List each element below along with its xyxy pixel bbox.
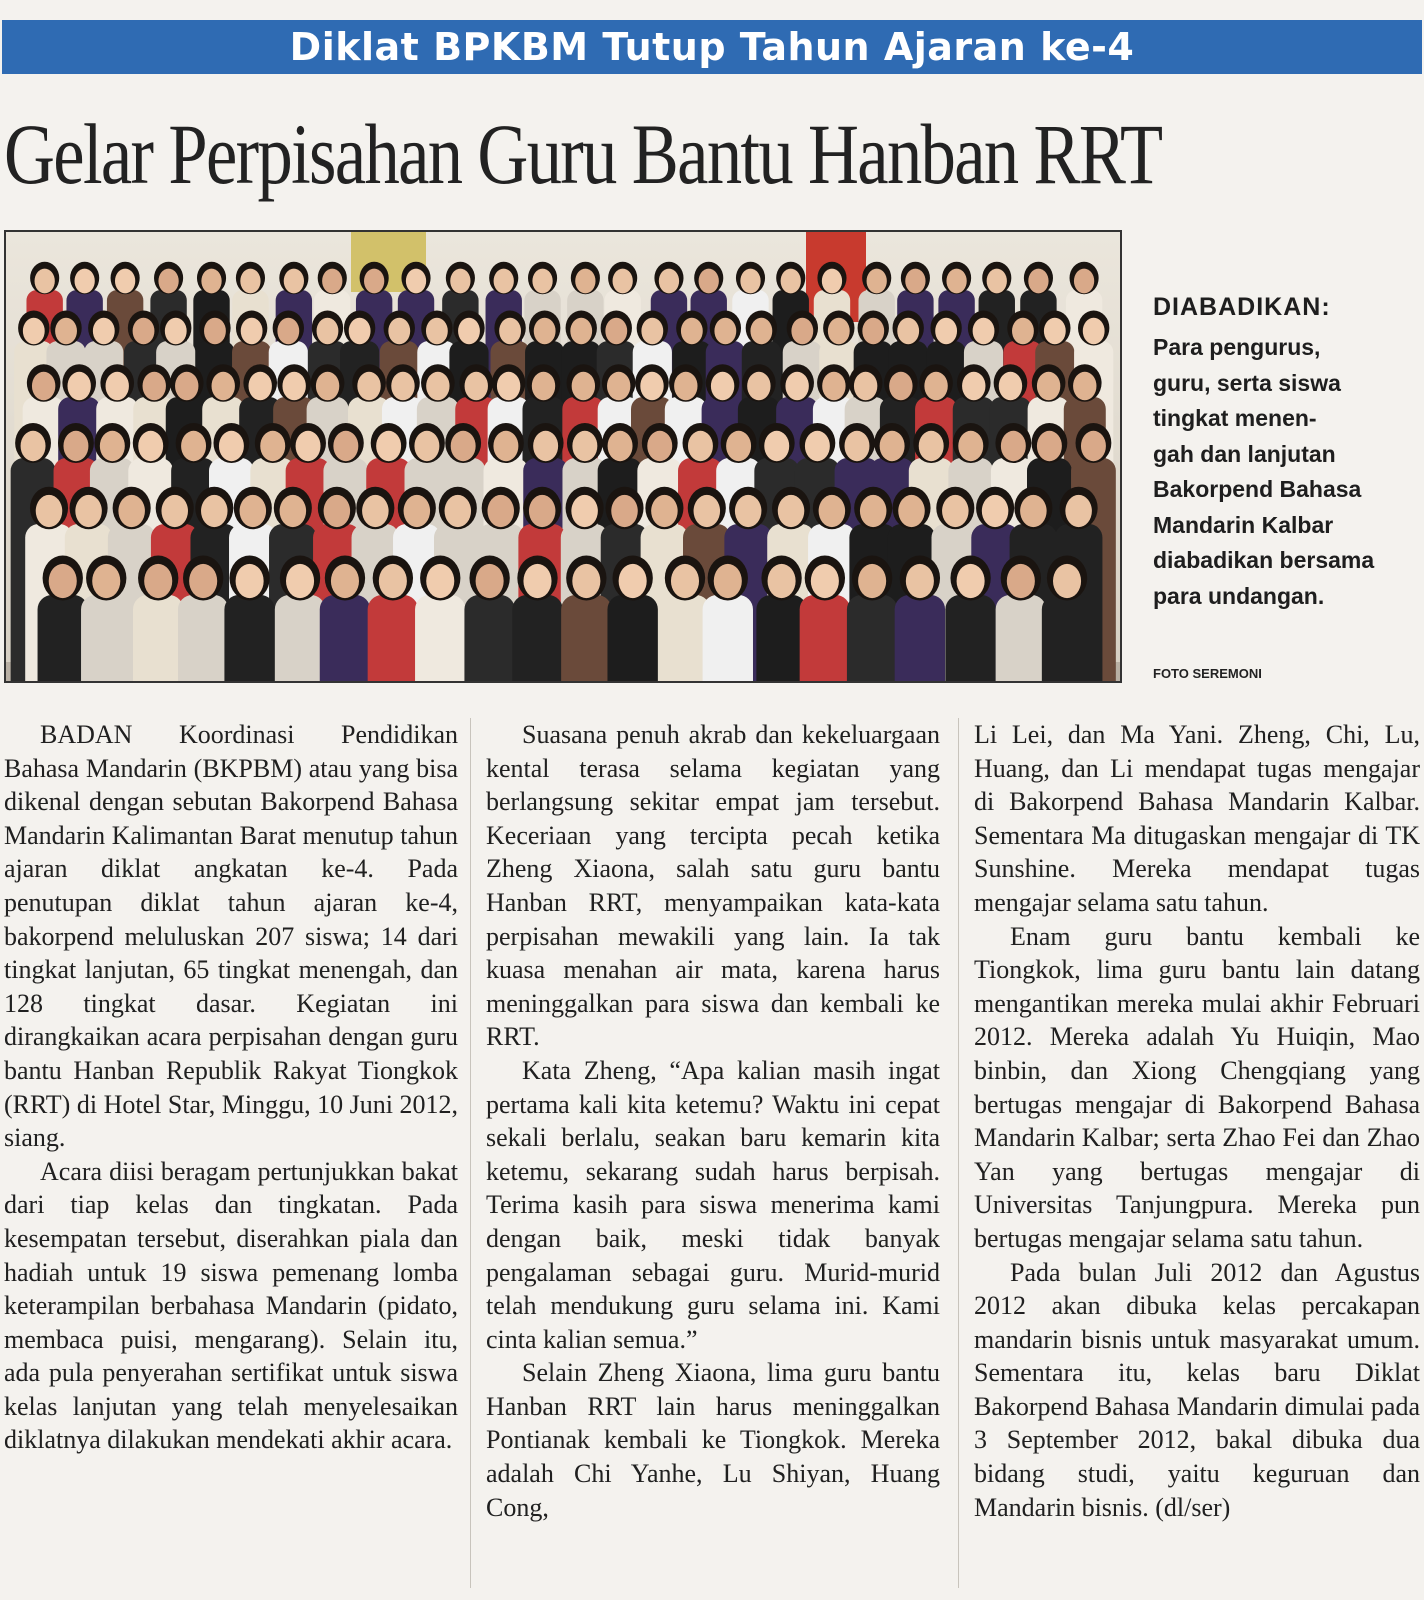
person-face [21,431,46,461]
caption-line: diabadikan bersama [1153,547,1375,573]
caption-line: guru, serta siswa [1153,369,1341,396]
person-face [962,372,985,401]
person-face [426,372,449,401]
person-face [714,564,742,598]
person-face [822,372,845,401]
person-face [858,564,886,598]
person-face [55,318,77,345]
person-face [404,495,431,527]
person-face [118,495,145,527]
person-body [945,595,995,681]
person-face [280,495,307,527]
person-face [316,372,339,401]
person-face [165,318,187,345]
person-face [611,495,638,527]
person-body [756,595,806,681]
person-face [189,564,217,598]
group-photo-icon [6,232,1120,681]
person-body [895,595,945,681]
person-face [1074,269,1094,294]
person-body [464,595,514,681]
person-face [607,372,630,401]
person-face [201,495,228,527]
person-face [822,269,842,294]
person-face [284,269,304,294]
person-body [178,595,228,681]
person-face [919,431,944,461]
article-paragraph: Acara diisi beragam pertunjukkan bakat dari tiap kelas dan tingkatan. Pada kesempatan tersebut, diserahkan piala dan hadiah untuk 19 siswa pemenang lomba keterampilan berbahasa Mandarin (pidato, membaca puisi, mengarang). Selain itu, ada pula penyerahan sertifikat untuk siswa kelas lanjutan yang telah menyelesaikan diklatnya dilakukan mendekati akhir acara. [4,1156,458,1455]
person-face [67,372,90,401]
person-face [764,431,789,461]
person-face [897,318,919,345]
person-face [714,318,736,345]
person-face [982,495,1009,527]
person-face [63,431,88,461]
person-face [115,269,135,294]
person-face [906,564,934,598]
person-face [212,372,235,401]
person-face [608,431,633,461]
person-face [175,372,198,401]
person-face [942,495,969,527]
person-face [570,318,592,345]
article-paragraph: Suasana penuh akrab dan kekeluargaan kental terasa selama kegiatan yang berlangsung sekitar empat jam tersebut. Keceriaan yang tercipta pecah ketika Zheng Xiaona, salah satu guru bantu Hanban RRT, menyampaikan kata-kata perpisahan mewakili yang lain. Ia tak kuasa menahan air mata, karena harus meninggalkan para siswa dan kembali ke RRT. [486,720,940,1052]
person-face [144,564,172,598]
person-face [322,269,342,294]
person-face [898,495,925,527]
person-face [240,495,267,527]
person-face [640,372,663,401]
person-face [465,372,488,401]
person-face [499,318,521,345]
person-face [572,564,600,598]
person-face [532,372,555,401]
person-face [161,495,188,527]
person-body [800,595,850,681]
person-face [860,495,887,527]
column-divider [470,718,471,1588]
person-body [703,595,753,681]
person-face [1053,564,1081,598]
person-face [476,564,504,598]
person-face [999,372,1022,401]
person-face [699,269,719,294]
person-face [93,318,115,345]
article-paragraph: Selain Zheng Xiaona, lima guru bantu Hanban RRT lain harus meninggalkan Pontianak kembali ke Tiongkok. Mereka adalah Chi Yanhe, Lu Shiyan, Huang Cong, [486,1358,940,1522]
person-face [493,431,518,461]
person-face [388,318,410,345]
person-face [575,269,595,294]
person-face [75,495,102,527]
person-face [204,318,226,345]
person-face [75,269,95,294]
person-face [236,564,264,598]
article-paragraph: BADAN Koordinasi Pendidikan Bahasa Mandarin (BKPBM) atau yang bisa dikenal dengan sebutan Bakorpend Bahasa Mandarin Kalimantan Barat menutup tahun ajaran diklat angkatan ke-4. Pada penutupan diklat tahun ajaran ke-4, bakorpend meluluskan 207 siswa; 14 dari tingkat lanjutan, 65 tingkat menengah, dan 128 tingkat dasar. Kegiatan ini dirangkaikan acara perpisahan dengan guru bantu Hanban Republik Rakyat Tiongkok (RRT) di Hotel Star, Minggu, 10 Juni 2012, siang. [4,720,458,1153]
person-face [811,564,839,598]
person-face [333,431,358,461]
person-face [532,269,552,294]
person-face [296,431,321,461]
article-headline: Gelar Perpisahan Guru Bantu Hanban RRT [4,106,1162,202]
person-face [36,495,63,527]
person-face [406,269,426,294]
person-body [561,595,611,681]
person-body [415,595,465,681]
person-face [362,495,389,527]
person-face [487,495,514,527]
person-face [828,318,850,345]
article-paragraph: Pada bulan Juli 2012 dan Agustus 2012 akan dibuka kelas percakapan mandarin bisnis untuk masyarakat umum. Sementara itu, kelas baru Diklat Bakorpend Bahasa Mandarin dimulai pada 3 September 2012, bakal dibuka dua bidang studi, yaitu keguruan dan Mandarin bisnis. (dl/ser) [974,1257,1420,1522]
person-face [458,318,480,345]
person-face [100,431,125,461]
person-face [681,318,703,345]
person-face [143,372,166,401]
person-face [889,372,912,401]
person-face [987,269,1007,294]
person-face [349,318,371,345]
article-column-1 [4,718,458,1598]
person-face [523,564,551,598]
person-face [357,372,380,401]
person-face [106,372,129,401]
person-face [494,269,514,294]
article-paragraph: Enam guru bantu kembali ke Tiongkok, lima guru bantu lain datang mengantikan mereka mulai akhir Februari 2012. Mereka adalah Yu Huiqin, Mao binbin, dan Xiong Chengqiang yang bertugas mengajar di Bakorpend Bahasa Mandarin Kalbar; serta Zhao Fei dan Zhao Yan yang bertugas mengajar di Universitas Tanjungpura. Mereka pun bertugas mengajar selama satu tahun. [974,921,1420,1253]
person-face [845,431,870,461]
caption-line: gah dan lanjutan [1153,440,1336,467]
person-face [426,318,448,345]
person-face [49,564,77,598]
person-face [324,495,351,527]
photo-caption [1153,290,1419,614]
person-face [647,431,672,461]
person-face [364,269,384,294]
person-face [1028,269,1048,294]
person-face [201,269,221,294]
person-face [935,318,957,345]
person-face [819,495,846,527]
person-face [1065,495,1092,527]
person-face [133,318,155,345]
caption-title: DIABADIKAN: [1153,293,1331,321]
person-face [414,431,439,461]
person-face [1007,564,1035,598]
person-face [671,564,699,598]
person-face [711,372,734,401]
person-face [791,318,813,345]
article-column-3 [974,718,1420,1598]
person-face [572,431,597,461]
person-face [641,318,663,345]
person-face [1044,318,1066,345]
person-face [785,372,808,401]
person-face [958,431,983,461]
person-face [867,269,887,294]
article-paragraph: Li Lei, dan Ma Yani. Zheng, Chi, Lu, Huang, dan Li mendapat tugas mengajar di Bakorpend Bahasa Mandarin Kalbar. Sementara Ma ditugaskan mengajar di TK Sunshine. Mereka mendapat tugas mengajar selama satu tahun. [974,720,1420,917]
person-face [1037,431,1062,461]
person-face [880,431,905,461]
person-face [158,269,178,294]
person-face [138,431,163,461]
person-face [497,372,520,401]
person-face [1037,372,1060,401]
person-face [249,372,272,401]
person-face [613,269,633,294]
caption-body [1153,330,1419,614]
person-face [651,495,678,527]
person-body [320,595,370,681]
person-face [747,372,770,401]
person-face [241,318,263,345]
person-face [376,431,401,461]
person-face [451,431,476,461]
person-face [286,564,314,598]
person-face [1083,318,1105,345]
person-face [735,495,762,527]
caption-line: para undangan. [1153,582,1325,609]
person-body [996,595,1046,681]
person-face [1081,431,1106,461]
person-face [426,564,454,598]
person-face [605,318,627,345]
article-kicker: Diklat BPKBM Tutup Tahun Ajaran ke-4 [2,20,1422,74]
person-body [133,595,183,681]
person-body [81,595,131,681]
person-face [854,372,877,401]
person-body [1042,595,1092,681]
person-face [778,495,805,527]
person-face [445,495,472,527]
person-face [260,431,285,461]
caption-line: Bakorpend Bahasa [1153,476,1362,502]
person-face [688,431,713,461]
person-face [750,318,772,345]
person-face [619,564,647,598]
person-face [277,318,299,345]
person-face [957,564,985,598]
person-face [694,495,721,527]
person-body [607,595,657,681]
person-face [1012,318,1034,345]
person-face [674,372,697,401]
person-face [726,431,751,461]
person-face [1073,372,1096,401]
person-body [38,595,88,681]
person-face [905,269,925,294]
person-face [1020,495,1047,527]
person-face [1001,431,1026,461]
person-face [391,372,414,401]
person-face [768,564,796,598]
caption-line: Mandarin Kalbar [1153,511,1334,538]
person-face [32,372,55,401]
caption-line: tingkat menen- [1153,405,1317,431]
person-face [92,564,120,598]
person-body [368,595,418,681]
person-face [282,372,305,401]
person-face [924,372,947,401]
person-face [331,564,359,598]
person-face [533,431,558,461]
person-face [862,318,884,345]
person-body [224,595,274,681]
person-face [181,431,206,461]
person-face [805,431,830,461]
photo-credit: FOTO SEREMONI [1153,666,1262,681]
person-face [534,318,556,345]
person-face [450,269,470,294]
person-body [512,595,562,681]
person-face [973,318,995,345]
person-face [23,318,45,345]
person-face [946,269,966,294]
person-face [529,495,556,527]
person-face [35,269,55,294]
person-face [571,495,598,527]
article-paragraph: Kata Zheng, “Apa kalian masih ingat pertama kali kita ketemu? Waktu ini cepat sekali berlalu, seakan baru kemarin kita ketemu, sekarang sudah harus berpisah. Terima kasih para siswa menerima kami dengan baik, meski tidak banyak pengalaman sebagai guru. Murid-murid telah mendukung guru selama ini. Kami cinta kalian semua.” [486,1055,940,1354]
person-face [572,372,595,401]
person-face [740,269,760,294]
person-face [781,269,801,294]
person-face [240,269,260,294]
person-body [275,595,325,681]
person-face [379,564,407,598]
group-photo [4,230,1122,683]
caption-line: Para pengurus, [1153,334,1321,360]
person-face [219,431,244,461]
column-divider [958,718,959,1588]
person-face [659,269,679,294]
article-column-2 [486,718,940,1598]
person-face [317,318,339,345]
person-body [847,595,897,681]
